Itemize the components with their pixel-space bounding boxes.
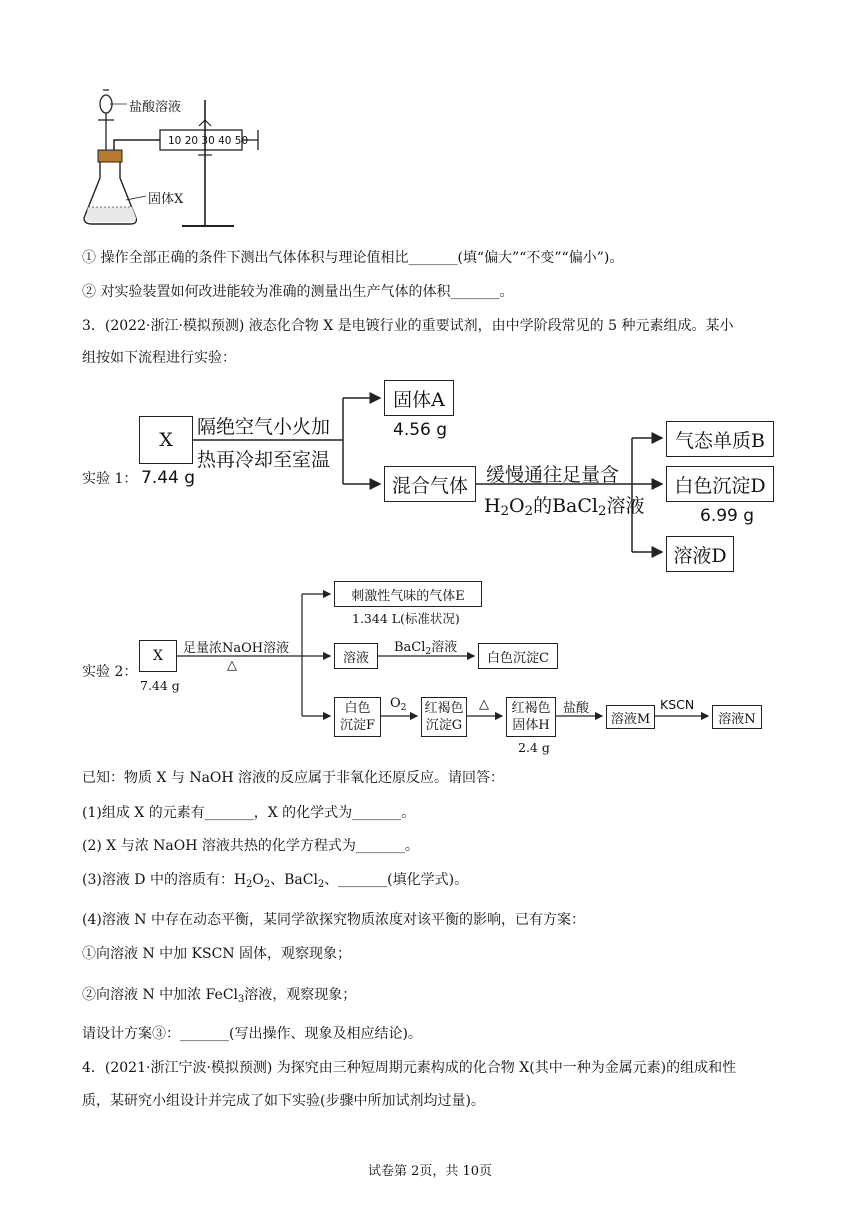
kscn-reagent-label: KSCN [660,697,695,712]
q3-known-statement: 已知：物质 X 与 NaOH 溶液的反应属于非氧化还原反应。请回答： [82,770,505,786]
exp1-x-mass: 7.44 g [141,468,196,488]
exp1-condition-line1: 隔绝空气小火加 [197,416,331,438]
solid-a-mass: 4.56 g [393,420,448,440]
q4-line1: 4．(2021·浙江宁波·模拟预测) 为探究由三种短周期元素构成的化合物 X(其中一种为金属元素)的组成和性 [82,1060,737,1076]
solid-h-box: 红褐色 固体H [506,697,556,737]
q3-part1: (1)组成 X 的元素有_______，X 的化学式为_______。 [82,805,416,821]
solid-a-box: 固体A [384,380,454,416]
gas-b-box: 气态单质B [666,421,774,457]
q2-sub2: ② 对实验装置如何改进能较为准确的测量出生产气体的体积_______。 [82,284,514,300]
exp2-x-box: X [139,640,177,672]
exp1-reagent-line2: $H_2O_2$的BaCl$_2$溶液 [484,495,645,519]
scale-label: 10 20 30 40 50 [168,135,249,147]
q3-part4-option1: ①向溶液 N 中加 KSCN 固体，观察现象； [82,946,352,962]
q4-line2: 质，某研究小组设计并完成了如下实验(步骤中所加试剂均过量)。 [82,1093,485,1109]
exp2-x-mass: 7.44 g [140,678,180,693]
exp2-condition: 足量浓NaOH溶液 [183,641,290,656]
exp1-label: 实验 1： [82,471,138,487]
q3-intro-line2: 组按如下流程进行实验： [82,350,236,366]
solution-n-box: 溶液N [712,705,762,729]
bacl2-reagent-label: BaCl$_2$溶液 [394,640,458,657]
q3-part2: (2) X 与浓 NaOH 溶液共热的化学方程式为_______。 [82,838,419,854]
precipitate-g-box: 红褐色 沉淀G [421,697,467,737]
solution-d-box: 溶液D [666,536,734,572]
heat-symbol-2: △ [479,697,489,712]
q3-part4: (4)溶液 N 中存在动态平衡，某同学欲探究物质浓度对该平衡的影响，已有方案： [82,912,585,928]
solid-h-mass: 2.4 g [518,740,550,755]
precipitate-f-box: 白色 沉淀F [334,697,381,737]
solid-x-label: 固体X [148,192,184,207]
precipitate-c-box: 白色沉淀C [478,643,558,669]
q3-part3: (3)溶液 D 中的溶质有：$H_2O_2$、BaCl$_2$、_______(填化学式)。 [82,872,469,890]
gas-e-box: 刺激性气味的气体E [334,581,482,607]
q3-intro-line1: 3．(2022·浙江·模拟预测) 液态化合物 X 是电镀行业的重要试剂，由中学阶段常见的 5 种元素组成。某小 [82,318,734,334]
exp2-heat-symbol: △ [227,658,237,673]
solution-box: 溶液 [334,643,378,669]
q3-part4-option2: ②向溶液 N 中加浓 FeCl$_3$溶液，观察现象； [82,987,357,1005]
precipitate-d-mass: 6.99 g [700,506,755,526]
gas-e-volume: 1.344 L(标准状况) [352,611,460,626]
funnel-label: 盐酸溶液 [129,100,182,115]
exp1-x-box: X [139,416,193,464]
mixed-gas-box: 混合气体 [384,466,476,502]
page-footer: 试卷第 2页，共 10页 [367,1164,493,1179]
precipitate-d-box: 白色沉淀D [666,466,774,502]
o2-reagent-label: $O_2$ [390,696,407,713]
hcl-reagent-label: 盐酸 [563,701,590,716]
exp1-condition-line2: 热再冷却至室温 [197,449,331,471]
solution-m-box: 溶液M [606,705,655,729]
q3-part4-option3: 请设计方案③：_______(写出操作、现象及相应结论)。 [82,1026,422,1042]
exp1-reagent-line1: 缓慢通往足量含 [486,464,620,486]
exp2-label: 实验 2： [82,664,138,680]
q2-sub1: ① 操作全部正确的条件下测出气体体积与理论值相比_______(填“偏大”“不变”“偏小”)。 [82,250,624,266]
